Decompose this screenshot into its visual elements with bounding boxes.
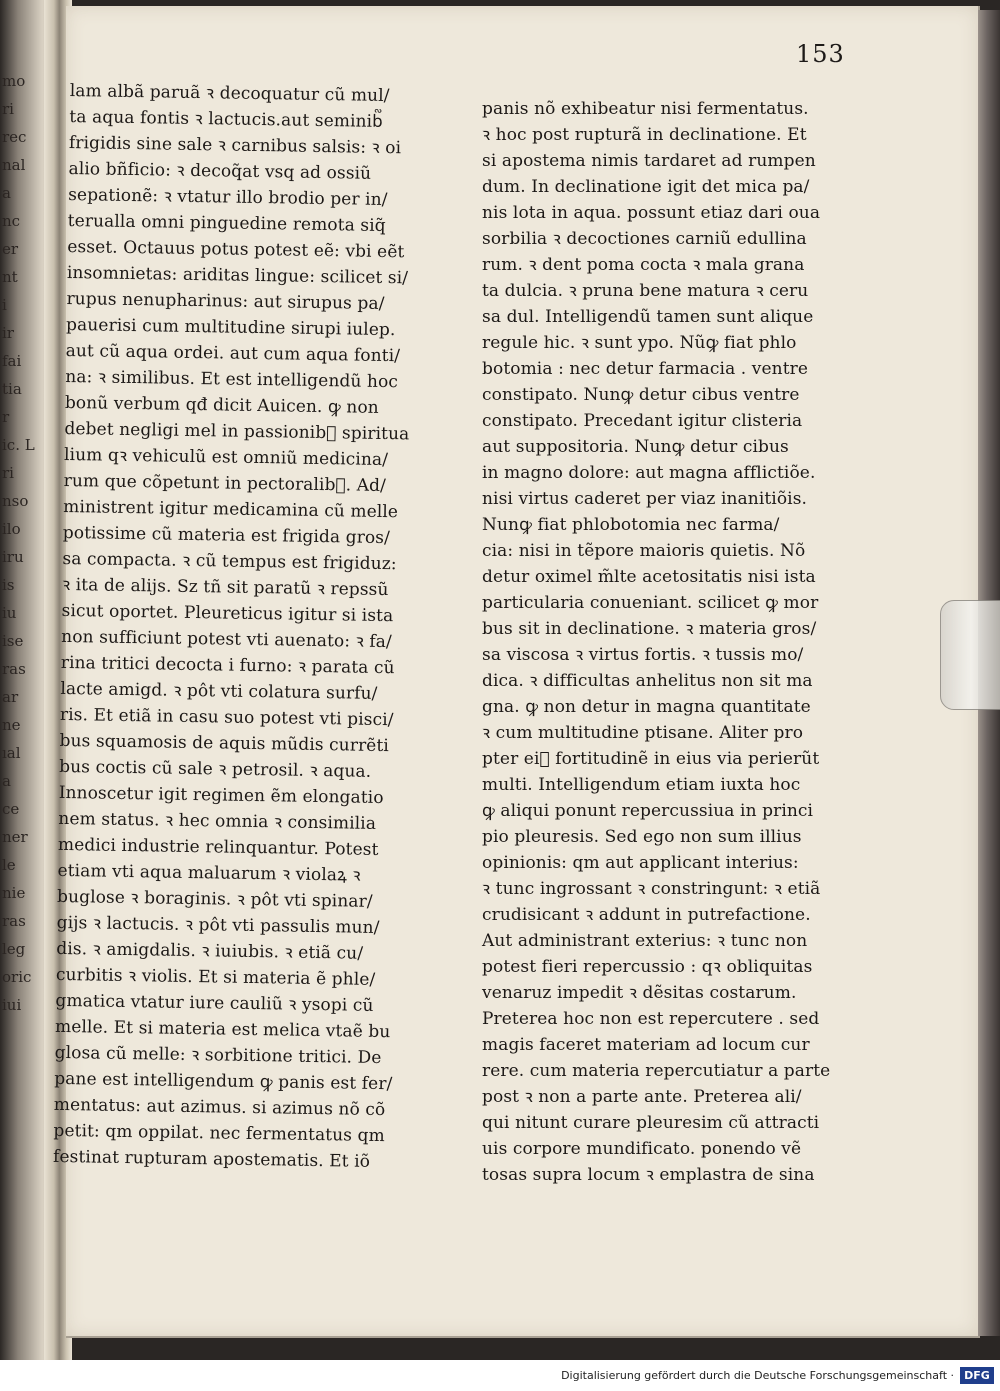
text-line: ta dulcia. ꝛ pruna bene matura ꝛ ceru: [482, 281, 809, 301]
footer-bar: [0, 1360, 1000, 1391]
text-line: non sufficiunt potest vti auenato: ꝛ fa/: [61, 626, 392, 653]
text-line: gijs ꝛ lactucis. ꝛ pôt vti passulis mun/: [56, 912, 380, 938]
text-line: potissime cũ materia est frigida gros/: [62, 522, 391, 549]
text-line: Nunꝙ fiat phlobotomia nec farma/: [482, 515, 780, 535]
facing-page-fragment: nc: [2, 212, 21, 230]
text-line: rere. cum materia repercutiatur a parte: [482, 1061, 831, 1081]
facing-page-fragment: ras: [2, 660, 26, 678]
text-line: opinionis: qm aut applicant interius:: [482, 853, 799, 873]
facing-page-fragment: rec: [2, 128, 27, 146]
facing-page-fragment: tia: [2, 380, 22, 398]
text-line: rupus nenupharinus: aut sirupus pa/: [66, 288, 385, 314]
facing-page-fragment: le: [2, 856, 16, 874]
text-line: pio pleuresis. Sed ego non sum illius: [482, 827, 802, 847]
text-line: terualla omni pinguedine remota siq̃: [67, 210, 386, 236]
text-line: pter ei᷑ fortitudinẽ in eius via perierũt: [482, 749, 820, 769]
text-line: pauerisi cum multitudine sirupi iulep.: [65, 314, 396, 341]
text-line: magis faceret materiam ad locum cur: [482, 1035, 810, 1055]
text-line: cia: nisi in tẽpore maioris quietis. Nõ: [482, 541, 806, 561]
facing-page-fragment: mo: [2, 72, 26, 90]
facing-page-fragment: nso: [2, 492, 29, 510]
facing-page-fragment: ri: [2, 464, 14, 482]
text-line: Aut administrant exterius: ꝛ tunc non: [482, 931, 808, 951]
facing-page-fragment: oric: [2, 968, 32, 986]
text-line: petit: qm oppilat. nec fermentatus qm: [53, 1120, 385, 1147]
facing-page-fragment: nal: [2, 156, 26, 174]
text-line: sa dul. Intelligendũ tamen sunt alique: [482, 307, 814, 327]
text-line: uis corpore mundificato. ponendo vẽ: [482, 1139, 802, 1159]
facing-page-fragment: ne: [2, 716, 21, 734]
text-line: festinat rupturam apostematis. Et iõ: [52, 1146, 371, 1172]
text-line: nisi virtus caderet per viaz inanitiõis.: [482, 489, 808, 509]
text-line: bonũ verbum qđ dicit Auicen. ꝙ non: [64, 392, 379, 418]
text-line: ꝛ hoc post rupturã in declinatione. Et: [482, 125, 807, 145]
facing-page-fragment: er: [2, 240, 19, 258]
text-line: bus squamosis de aquis mũdis currẽti: [59, 730, 390, 757]
left-text-column: [53, 78, 465, 1176]
facing-page-fragment: ise: [2, 632, 24, 650]
dfg-logo: DFG: [960, 1367, 994, 1384]
facing-page-fragment: ri: [2, 100, 14, 118]
text-line: rum. ꝛ dent poma cocta ꝛ mala grana: [482, 255, 805, 275]
text-line: melle. Et si materia est melica vtaẽ bu: [54, 1016, 391, 1043]
text-line: medici industrie relinquantur. Potest: [57, 834, 379, 860]
text-line: mentatus: aut azimus. si azimus nõ cõ: [53, 1094, 386, 1121]
text-line: insomnietas: ariditas lingue: scilicet si/: [66, 262, 409, 289]
text-line: bus coctis cũ sale ꝛ petrosil. ꝛ aqua.: [59, 756, 372, 782]
facing-page-fragment: a: [2, 184, 11, 202]
text-line: ta aqua fontis ꝛ lactucis.aut seminib᷑: [69, 106, 383, 132]
facing-page-fragment: is: [2, 576, 15, 594]
facing-page-fragment: a: [2, 772, 11, 790]
text-line: lam albã paruã ꝛ decoquatur cũ mul/: [69, 80, 390, 107]
text-line: constipato. Nunꝙ detur cibus ventre: [482, 385, 800, 405]
text-line: crudisicant ꝛ addunt in putrefactione.: [482, 905, 811, 925]
text-line: nis lota in aqua. possunt etiaz dari oua: [482, 203, 821, 223]
text-line: ꝛ tunc ingrossant ꝛ constringunt: ꝛ etiã: [482, 879, 821, 899]
text-line: post ꝛ non a parte ante. Preterea ali/: [482, 1087, 802, 1107]
text-line: ꝛ cum multitudine ptisane. Aliter pro: [482, 723, 804, 743]
facing-page-fragment: ıal: [2, 744, 21, 762]
text-line: na: ꝛ similibus. Et est intelligendũ hoc: [65, 366, 399, 393]
facing-page-fragment: ner: [2, 828, 28, 846]
text-line: Preterea hoc non est repercutere . sed: [482, 1009, 820, 1029]
text-line: bus sit in declinatione. ꝛ materia gros/: [482, 619, 817, 639]
text-line: multi. Intelligendum etiam iuxta hoc: [482, 775, 801, 795]
text-line: si apostema nimis tardaret ad rumpen: [482, 151, 816, 171]
text-line: tosas supra locum ꝛ emplastra de sina: [482, 1165, 815, 1185]
text-line: etiam vti aqua maluarum ꝛ violaꝝ ꝛ: [57, 860, 361, 886]
text-line: sa viscosa ꝛ virtus fortis. ꝛ tussis mo/: [482, 645, 804, 665]
facing-page-fragment: i: [2, 296, 7, 314]
text-line: glosa cũ melle: ꝛ sorbitione tritici. De: [54, 1042, 382, 1069]
folio-number: 153: [796, 40, 845, 68]
text-line: gna. ꝙ non detur in magna quantitate: [482, 697, 811, 717]
text-line: in magno dolore: aut magna afflictiõe.: [482, 463, 816, 483]
text-line: aut cũ aqua ordei. aut cum aqua fonti/: [65, 340, 401, 367]
text-line: debet negligi mel in passionib᷑ spiritua: [64, 418, 410, 445]
text-line: sa compacta. ꝛ cũ tempus est frigiduz:: [62, 548, 397, 575]
text-line: constipato. Precedant igitur clisteria: [482, 411, 803, 431]
facing-page-fragment: r: [2, 408, 10, 426]
text-line: venaruz impedit ꝛ dẽsitas costarum.: [482, 983, 797, 1003]
text-line: detur oximel m̃lte acetositatis nisi ista: [482, 567, 816, 587]
text-line: dum. In declinatione igit det mica pa/: [482, 177, 810, 197]
text-line: rum que cõpetunt in pectoralib᷑. Ad/: [63, 470, 387, 497]
facing-page-fragment: ar: [2, 688, 19, 706]
text-line: pane est intelligendum ꝙ panis est fer/: [54, 1068, 393, 1095]
clip-tab: [940, 600, 1000, 710]
text-line: panis nõ exhibeatur nisi fermentatus.: [482, 99, 809, 119]
facing-page-fragment: ilo: [2, 520, 21, 538]
text-line: gmatica vtatur iure cauliũ ꝛ ysopi cũ: [55, 990, 374, 1016]
text-line: particularia conueniant. scilicet ꝙ mor: [482, 593, 819, 613]
text-line: regule hic. ꝛ sunt ypo. Nũꝙ fiat phlo: [482, 333, 797, 353]
text-line: nem status. ꝛ hec omnia ꝛ consimilia: [58, 808, 377, 834]
text-line: alio bñficio: ꝛ decoq̃at vsq ad ossiũ: [68, 158, 372, 184]
text-line: dica. ꝛ difficultas anhelitus non sit ma: [482, 671, 813, 691]
text-line: aut suppositoria. Nunꝙ detur cibus: [482, 437, 789, 457]
text-line: lacte amigd. ꝛ pôt vti colatura surfu/: [60, 678, 378, 704]
text-line: curbitis ꝛ violis. Et si materia ẽ phle/: [55, 964, 376, 990]
facing-page-fragment: iui: [2, 996, 22, 1014]
text-line: rina tritici decocta i furno: ꝛ parata cũ: [60, 652, 395, 679]
text-line: ꝙ aliqui ponunt repercussiua in princi: [482, 801, 814, 821]
text-line: botomia : nec detur farmacia . ventre: [482, 359, 809, 379]
text-line: ministrent igitur medicamina cũ melle: [63, 496, 399, 523]
facing-page-fragment: ir: [2, 324, 14, 342]
text-line: sorbilia ꝛ decoctiones carniũ edullina: [482, 229, 807, 249]
text-line: sepationẽ: ꝛ vtatur illo brodio per in/: [68, 184, 388, 211]
facing-page-fragment: nt: [2, 268, 18, 286]
text-line: ris. Et etiã in casu suo potest vti pisci/: [59, 704, 394, 731]
text-line: buglose ꝛ boraginis. ꝛ pôt vti spinar/: [56, 886, 373, 912]
text-line: lium qꝛ vehiculũ est omniũ medicina/: [63, 444, 389, 471]
right-text-column: [482, 96, 862, 1188]
facing-page-fragment: iru: [2, 548, 24, 566]
facing-page-fragment: nie: [2, 884, 26, 902]
text-line: sicut oportet. Pleureticus igitur si ista: [61, 600, 394, 627]
text-line: qui nitunt curare pleuresim cũ attracti: [482, 1113, 820, 1133]
funding-credit: Digitalisierung gefördert durch die Deutsche Forschungsgemeinschaft ·: [561, 1369, 954, 1382]
text-line: frigidis sine sale ꝛ carnibus salsis: ꝛ oi: [68, 132, 402, 159]
text-line: esset. Octauus potus potest eẽ: vbi eẽt: [67, 236, 405, 263]
facing-page-fragment: leg: [2, 940, 26, 958]
facing-page-fragment: ic. L: [2, 436, 35, 454]
facing-page-fragment: ras: [2, 912, 26, 930]
facing-page-fragment: ce: [2, 800, 20, 818]
facing-page-fragment: iu: [2, 604, 17, 622]
text-line: Innoscetur igit regimen ẽm elongatio: [58, 782, 384, 809]
text-line: dis. ꝛ amigdalis. ꝛ iuiubis. ꝛ etiã cu/: [56, 938, 364, 964]
text-line: ꝛ ita de alijs. Sz tñ sit paratũ ꝛ repssũ: [61, 574, 389, 601]
text-line: potest fieri repercussio : qꝛ obliquitas: [482, 957, 813, 977]
facing-page-fragment: fai: [2, 352, 22, 370]
